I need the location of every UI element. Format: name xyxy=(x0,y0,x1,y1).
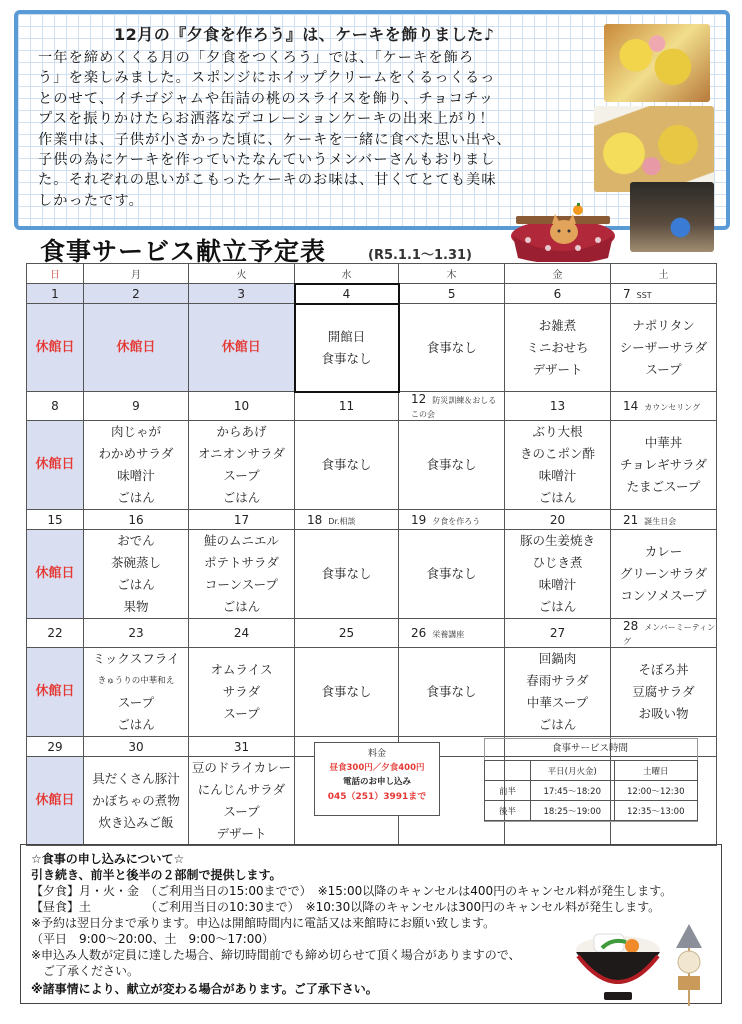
menu-item: 食事なし xyxy=(321,684,372,699)
date-cell xyxy=(295,284,399,304)
weekday-header: 月 xyxy=(84,264,189,284)
menu-item: ごはん xyxy=(117,490,155,505)
menu-item: スープ xyxy=(117,695,155,710)
price-meals: 昼食300円／夕食400円 xyxy=(329,763,425,773)
date-number: 16 xyxy=(128,512,144,527)
news-line: 子供の為にケーキを作っていたなんていうメンバーさんもおりまし xyxy=(38,152,496,169)
date-number: 26 xyxy=(411,626,427,640)
date-number: 15 xyxy=(47,512,63,527)
notes-heading: ☆食事の申し込みについて☆ xyxy=(31,852,185,866)
menu-cell xyxy=(84,304,189,392)
event-label: 栄養講座 xyxy=(432,630,465,639)
date-number: 28 xyxy=(623,619,639,633)
date-cell xyxy=(505,619,611,648)
date-row xyxy=(27,284,717,304)
date-number: 3 xyxy=(237,286,246,301)
date-number: 30 xyxy=(128,739,144,754)
menu-item: 具だくさん豚汁 xyxy=(92,771,180,786)
menu-row xyxy=(27,421,717,510)
menu-cell xyxy=(399,648,505,737)
menu-item: グリーンサラダ xyxy=(619,566,708,581)
date-row xyxy=(27,392,717,421)
menu-period: (R5.1.1～1.31) xyxy=(368,248,472,263)
hours-cell: 12:00～12:30 xyxy=(614,781,698,801)
date-cell xyxy=(27,392,84,421)
menu-cell xyxy=(27,530,84,619)
menu-cell xyxy=(84,757,189,846)
weekday-header: 水 xyxy=(295,264,399,284)
menu-item: 果物 xyxy=(123,599,149,614)
date-cell xyxy=(189,510,295,530)
menu-item: 炊き込みご飯 xyxy=(98,815,174,830)
menu-item: 食事なし xyxy=(426,684,477,699)
date-cell xyxy=(27,737,84,757)
menu-row xyxy=(27,304,717,392)
menu-item: ミニおせち xyxy=(526,339,589,355)
notes-line: 【昼食】土 （ご利用当日の10:30まで） ※10:30以降のキャンセルは300円のキャンセル料が発生します。 xyxy=(31,900,661,914)
date-number: 17 xyxy=(233,512,250,527)
cooking-photo xyxy=(630,182,714,252)
date-number: 25 xyxy=(338,626,355,640)
date-cell xyxy=(189,737,295,757)
date-cell xyxy=(295,392,399,421)
menu-item: 休館日 xyxy=(35,793,75,808)
menu-item: 鮭のムニエル xyxy=(203,533,279,548)
date-cell xyxy=(611,392,717,421)
menu-item: 食事なし xyxy=(321,566,372,581)
hours-title: 食事サービス時間 xyxy=(551,743,628,754)
event-label: メンバーミーティング xyxy=(623,623,716,646)
menu-item: デザート xyxy=(532,361,583,377)
menu-item: ごはん xyxy=(222,490,261,505)
menu-item: 豆のドライカレー xyxy=(191,760,292,775)
menu-cell xyxy=(611,304,717,392)
date-number: 31 xyxy=(233,739,250,754)
menu-item: お吸い物 xyxy=(638,706,689,721)
date-row xyxy=(27,510,717,530)
menu-cell xyxy=(189,421,295,510)
menu-cell xyxy=(295,530,399,619)
weekday-header: 木 xyxy=(399,264,505,284)
ozoni-bowl-illustration xyxy=(572,908,664,1004)
date-cell xyxy=(399,392,505,421)
menu-item: サラダ xyxy=(222,684,261,699)
menu-cell xyxy=(27,421,84,510)
hours-cell: 12:35～13:00 xyxy=(614,801,698,821)
date-number: 12 xyxy=(411,392,427,406)
menu-cell xyxy=(189,530,295,619)
hours-header-cell: 土曜日 xyxy=(614,761,698,781)
date-number: 10 xyxy=(233,399,250,413)
menu-cell xyxy=(505,530,611,619)
menu-cell xyxy=(295,421,399,510)
date-cell xyxy=(399,619,505,648)
notes-line: 引き続き、前半と後半の２部制で提供します。 xyxy=(31,868,282,882)
menu-title: 食事サービス献立予定表 xyxy=(40,237,327,266)
date-cell xyxy=(505,510,611,530)
menu-item: 休館日 xyxy=(35,339,75,355)
menu-item: ごはん xyxy=(117,577,155,592)
menu-item: おでん xyxy=(117,533,155,548)
notes-line: ※諸事情により、献立が変わる場合があります。ご了承下さい。 xyxy=(31,982,378,996)
date-number: 29 xyxy=(47,739,63,754)
menu-item: スープ xyxy=(223,468,260,483)
date-number: 2 xyxy=(132,286,140,301)
menu-item: 休館日 xyxy=(35,566,75,581)
menu-item: ポテトサラダ xyxy=(204,555,279,570)
menu-item: 茶碗蒸し xyxy=(110,555,161,570)
hours-cell: 後半 xyxy=(485,801,531,821)
date-cell xyxy=(399,510,505,530)
menu-item: 豚の生姜焼き xyxy=(519,533,595,548)
hours-header-cell xyxy=(485,761,531,781)
notes-line: ※申込み人数が定員に達した場合、締切時間前でも締め切らせて頂く場合がありますので、 xyxy=(31,948,521,962)
menu-cell xyxy=(27,757,84,846)
event-label: 誕生日会 xyxy=(644,516,677,526)
menu-item: 休館日 xyxy=(221,339,261,355)
menu-item: スープ xyxy=(223,706,260,721)
date-number: 9 xyxy=(132,399,140,413)
menu-item: 豆腐サラダ xyxy=(632,684,695,699)
news-title: 12月の『夕食を作ろう』は、ケーキを飾りました♪ xyxy=(114,25,495,44)
event-label: SST xyxy=(636,290,652,300)
date-number: 1 xyxy=(51,286,59,301)
event-label: Dr.相談 xyxy=(328,516,356,526)
menu-item: ごはん xyxy=(538,717,577,732)
date-cell xyxy=(189,284,295,304)
date-cell xyxy=(611,619,717,648)
weekday-header: 土 xyxy=(611,264,717,284)
date-number: 5 xyxy=(447,286,456,301)
hours-cell: 18:25～19:00 xyxy=(531,801,615,821)
weekday-header: 日 xyxy=(27,264,84,284)
date-number: 6 xyxy=(553,286,562,301)
news-line: 一年を締めくくる月の「夕食をつくろう」では、「ケーキを飾ろ xyxy=(38,50,475,66)
menu-item: 味噌汁 xyxy=(117,468,155,483)
news-box xyxy=(14,10,730,230)
menu-item: ぶり大根 xyxy=(532,424,583,439)
menu-item: わかめサラダ xyxy=(98,446,174,461)
news-body xyxy=(38,48,588,211)
date-cell xyxy=(611,284,717,304)
weekday-header: 火 xyxy=(189,264,295,284)
menu-item: ごはん xyxy=(117,717,155,732)
menu-item: 食事なし xyxy=(426,339,477,355)
menu-item: 中華スープ xyxy=(526,695,589,710)
menu-item: カレー xyxy=(644,544,683,559)
menu-item: ひじき煮 xyxy=(532,555,583,570)
menu-item: ナポリタン xyxy=(632,317,695,333)
menu-item: 食事なし xyxy=(426,566,477,581)
date-cell xyxy=(84,619,189,648)
menu-item: ごはん xyxy=(538,490,577,505)
cake-photo-2 xyxy=(594,106,714,192)
event-label: 夕食を作ろう xyxy=(432,516,481,526)
menu-row xyxy=(27,530,717,619)
menu-cell xyxy=(84,530,189,619)
oden-skewer-illustration xyxy=(664,918,714,1008)
menu-item: たまごスープ xyxy=(626,479,701,494)
menu-item: からあげ xyxy=(216,424,267,439)
date-cell xyxy=(505,392,611,421)
hours-table xyxy=(484,760,698,821)
menu-item: 中華丼 xyxy=(644,435,683,450)
menu-cell xyxy=(611,421,717,510)
price-title: 料金 xyxy=(367,749,386,759)
menu-item: デザート xyxy=(216,826,267,841)
menu-item: 開館日 xyxy=(327,328,366,344)
date-number: 19 xyxy=(411,512,427,527)
menu-cell xyxy=(27,648,84,737)
date-cell xyxy=(295,510,399,530)
menu-cell xyxy=(611,530,717,619)
menu-item: ごはん xyxy=(538,599,577,614)
notes-line: ※予約は翌日分まで承ります。申込は開館時間内に電話又は来館時にお願い致します。 xyxy=(31,916,496,930)
cake-photo-1 xyxy=(604,24,710,102)
menu-item: ごはん xyxy=(222,599,261,614)
date-cell xyxy=(189,619,295,648)
menu-item: オニオンサラダ xyxy=(198,446,285,461)
menu-item: 回鍋肉 xyxy=(538,651,577,666)
menu-item: 味噌汁 xyxy=(538,468,577,483)
weekday-header: 金 xyxy=(505,264,611,284)
menu-cell xyxy=(27,304,84,392)
menu-cell xyxy=(505,648,611,737)
date-cell xyxy=(84,510,189,530)
notes-line: （平日 9:00～20:00、土 9:00～17:00） xyxy=(31,932,275,946)
menu-item: 食事なし xyxy=(426,457,477,472)
date-cell xyxy=(27,619,84,648)
menu-cell xyxy=(189,757,295,846)
date-number: 7 xyxy=(623,286,631,301)
date-number: 4 xyxy=(342,286,351,301)
menu-cell xyxy=(399,530,505,619)
date-cell xyxy=(189,392,295,421)
menu-cell xyxy=(189,304,295,392)
date-number: 13 xyxy=(549,399,566,413)
menu-item: チョレギサラダ xyxy=(619,457,707,472)
menu-item: ミックスフライ xyxy=(92,651,180,666)
date-cell xyxy=(84,392,189,421)
date-number: 11 xyxy=(338,399,355,414)
hours-cell: 17:45～18:20 xyxy=(531,781,615,801)
price-phone-label: 電話のお申し込み xyxy=(342,777,411,787)
menu-item: 味噌汁 xyxy=(538,577,577,592)
date-cell xyxy=(84,284,189,304)
menu-item: スープ xyxy=(645,361,682,377)
menu-item: きゅうりの中華和え xyxy=(97,676,175,686)
date-cell xyxy=(505,284,611,304)
date-cell xyxy=(27,510,84,530)
menu-item: 春雨サラダ xyxy=(526,673,589,688)
hours-header-cell: 平日(月火金) xyxy=(531,761,615,781)
menu-cell xyxy=(505,421,611,510)
date-cell xyxy=(295,619,399,648)
event-label: カウンセリング xyxy=(644,403,701,412)
date-number: 24 xyxy=(233,626,250,640)
kotatsu-cat-illustration xyxy=(508,196,618,262)
menu-item: コーンスープ xyxy=(204,577,279,592)
menu-row xyxy=(27,648,717,737)
menu-item: にんじんサラダ xyxy=(197,782,286,797)
date-cell xyxy=(27,284,84,304)
notes-line: ご了承ください。 xyxy=(31,964,140,978)
news-line: プスを振りかけたらお洒落なデコレーションケーキの出来上がり！ xyxy=(38,111,495,128)
price-phone-number: 045（251）3991まで xyxy=(327,792,427,802)
menu-item: 休館日 xyxy=(35,684,75,699)
news-line: 作業中は、子供が小さかった頃に、ケーキを一緒に食べた思い出や、 xyxy=(38,131,512,148)
menu-cell xyxy=(399,304,505,392)
menu-item: シーザーサラダ xyxy=(619,339,708,355)
news-line: た。それぞれの思いがこもったケーキのお味は、甘くてとても美味 xyxy=(38,172,497,189)
menu-cell xyxy=(295,648,399,737)
menu-cell xyxy=(295,304,399,392)
menu-item: 肉じゃが xyxy=(110,424,161,439)
date-number: 20 xyxy=(549,512,566,527)
menu-item: きのこポン酢 xyxy=(519,446,595,461)
event-label: 防災訓練＆おしるこの会 xyxy=(411,396,497,419)
menu-item: コンソメスープ xyxy=(620,588,707,603)
menu-cell xyxy=(611,648,717,737)
news-line: とのせて、イチゴジャムや缶詰の桃のスライスを飾り、チョコチッ xyxy=(38,90,495,107)
price-box xyxy=(314,742,440,816)
notes-line: 【夕食】月・火・金 （ご利用当日の15:00までで） ※15:00以降のキャンセルは400円のキャンセル料が発生します。 xyxy=(31,884,673,898)
date-number: 21 xyxy=(623,512,639,527)
menu-item: 休館日 xyxy=(116,339,156,355)
date-cell xyxy=(84,737,189,757)
date-number: 18 xyxy=(307,512,323,527)
menu-item: オムライス xyxy=(210,662,273,677)
menu-item: 食事なし xyxy=(321,350,372,366)
menu-item: 休館日 xyxy=(35,457,75,472)
menu-item: スープ xyxy=(223,804,260,819)
date-number: 8 xyxy=(51,399,59,413)
menu-cell xyxy=(505,304,611,392)
hours-cell: 前半 xyxy=(485,781,531,801)
news-line: う」を楽しみました。スポンジにホイップクリームをくるっくるっ xyxy=(38,70,496,87)
menu-item: 食事なし xyxy=(321,457,372,472)
date-cell xyxy=(399,284,505,304)
menu-item: そぼろ丼 xyxy=(638,662,689,677)
news-line: しかったです。 xyxy=(38,192,144,209)
date-number: 23 xyxy=(128,626,144,640)
menu-cell xyxy=(399,421,505,510)
date-number: 14 xyxy=(623,399,639,413)
menu-cell xyxy=(84,648,189,737)
date-number: 27 xyxy=(549,626,566,640)
menu-item: かぼちゃの煮物 xyxy=(92,793,180,808)
menu-cell xyxy=(189,648,295,737)
menu-cell xyxy=(84,421,189,510)
date-number: 22 xyxy=(47,626,63,640)
date-row xyxy=(27,619,717,648)
date-cell xyxy=(611,510,717,530)
menu-item: お雑煮 xyxy=(538,317,577,333)
